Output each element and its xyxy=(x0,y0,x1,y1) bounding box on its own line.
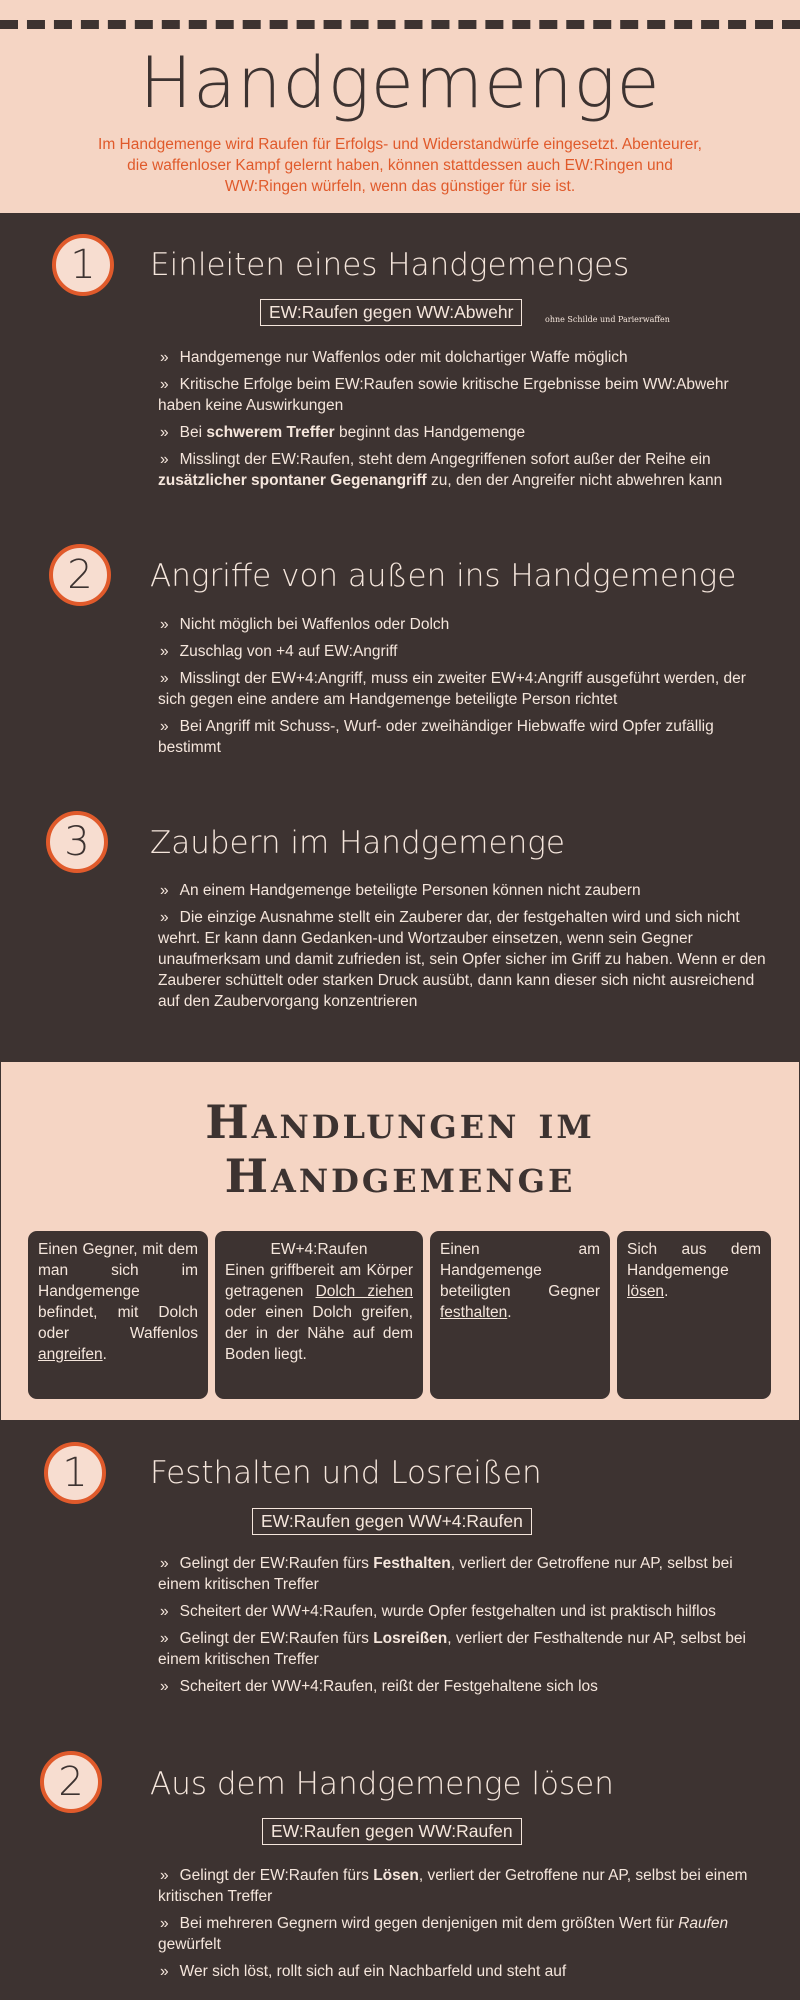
list-item: » Bei schwerem Treffer beginnt das Handgemenge xyxy=(158,422,773,443)
section-title: Festhalten und Losreißen xyxy=(150,1455,542,1491)
section-number-badge: 2 xyxy=(49,544,111,606)
card-title: EW+4:Raufen xyxy=(270,1241,368,1258)
section-title: Einleiten eines Handgemenges xyxy=(150,247,630,283)
list-item: » Gelingt der EW:Raufen fürs Lösen, verliert der Getroffene nur AP, selbst bei einem kritischen Treffer xyxy=(158,1865,773,1907)
section-number-badge: 1 xyxy=(44,1442,106,1504)
list-item: » Bei mehreren Gegnern wird gegen denjenigen mit dem größten Wert für Raufen gewürfelt xyxy=(158,1913,773,1955)
roll-formula: EW:Raufen gegen WW:Abwehr xyxy=(260,299,522,326)
section-title: Zaubern im Handgemenge xyxy=(150,825,565,861)
actions-title: Handlungen im Handgemenge xyxy=(205,1095,595,1203)
list-item: » Kritische Erfolge beim EW:Raufen sowie kritische Ergebnisse beim WW:Abwehr haben keine Auswirkungen xyxy=(158,374,773,416)
bullet-list xyxy=(158,614,773,764)
list-item: » Misslingt der EW:Raufen, steht dem Angegriffenen sofort außer der Reihe ein zusätzlicher spontaner Gegenangriff zu, den der Angreifer nicht abwehren kann xyxy=(158,449,773,491)
list-item: » Gelingt der EW:Raufen fürs Festhalten, verliert der Getroffene nur AP, selbst bei einem kritischen Treffer xyxy=(158,1553,773,1595)
list-item: » Misslingt der EW+4:Angriff, muss ein zweiter EW+4:Angriff ausgeführt werden, der sich gegen eine andere am Handgemenge beteiligte Person richtet xyxy=(158,668,773,710)
dashed-divider xyxy=(0,20,800,32)
intro-text: Im Handgemenge wird Raufen für Erfolgs- und Widerstandwürfe eingesetzt. Abenteurer, die waffenloser Kampf gelernt haben, können stattdessen auch EW:Ringen und WW:Ringen würfeln, wenn das günstiger für sie ist. xyxy=(98,136,702,195)
list-item: » Gelingt der EW:Raufen fürs Losreißen, verliert der Festhaltende nur AP, selbst bei einem kritischen Treffer xyxy=(158,1628,773,1670)
list-item: » Handgemenge nur Waffenlos oder mit dolchartiger Waffe möglich xyxy=(158,347,773,368)
action-card: Einen Gegner, mit dem man sich im Handgemenge befindet, mit Dolch oder Waffenlos angreifen. xyxy=(28,1231,208,1399)
roll-formula: EW:Raufen gegen WW:Raufen xyxy=(262,1818,522,1845)
list-item: » Bei Angriff mit Schuss-, Wurf- oder zweihändiger Hiebwaffe wird Opfer zufällig bestimmt xyxy=(158,716,773,758)
list-item: » Nicht möglich bei Waffenlos oder Dolch xyxy=(158,614,773,635)
action-link: lösen xyxy=(627,1283,665,1300)
list-item: » Wer sich löst, rollt sich auf ein Nachbarfeld und steht auf xyxy=(158,1961,773,1982)
list-item: » Zuschlag von +4 auf EW:Angriff xyxy=(158,641,773,662)
action-card: EW+4:Raufen Einen griffbereit am Körper getragenen Dolch ziehen oder einen Dolch greifen, der in der Nähe auf dem Boden liegt. xyxy=(215,1231,423,1399)
list-item: » An einem Handgemenge beteiligte Personen können nicht zaubern xyxy=(158,880,773,901)
action-link: angreifen xyxy=(38,1346,103,1363)
action-card: Einen am Handgemenge beteiligten Gegner festhalten. xyxy=(430,1231,610,1399)
action-link: Dolch ziehen xyxy=(315,1283,413,1300)
formula-note: ohne Schilde und Parierwaffen xyxy=(545,315,670,324)
section-title: Angriffe von außen ins Handgemenge xyxy=(150,558,737,594)
bullet-list xyxy=(158,880,773,1018)
bullet-list xyxy=(158,1553,773,1703)
section-number-badge: 1 xyxy=(52,234,114,296)
roll-formula: EW:Raufen gegen WW+4:Raufen xyxy=(252,1508,532,1535)
list-item: » Scheitert der WW+4:Raufen, reißt der Festgehaltene sich los xyxy=(158,1676,773,1697)
bullet-list xyxy=(158,347,773,497)
action-card: Sich aus dem Handgemenge lösen. xyxy=(617,1231,771,1399)
section-number-badge: 3 xyxy=(46,811,108,873)
section-number-badge: 2 xyxy=(40,1751,102,1813)
list-item: » Scheitert der WW+4:Raufen, wurde Opfer festgehalten und ist praktisch hilflos xyxy=(158,1601,773,1622)
action-link: festhalten xyxy=(440,1304,508,1321)
list-item: » Die einzige Ausnahme stellt ein Zauberer dar, der festgehalten wird und sich nicht wehrt. Er kann dann Gedanken-und Wortzauber einsetzen, wenn sein Gegner unaufmerksam und damit zufrieden ist, sein Opfer sicher im Griff zu haben. Wenn er den Zauberer schüttelt oder starken Druck ausübt, dann kann dieser sich nicht ausreichend auf den Zaubervorgang konzentrieren xyxy=(158,907,773,1012)
page-title: Handgemenge xyxy=(139,42,661,124)
bullet-list xyxy=(158,1865,773,1988)
section-title: Aus dem Handgemenge lösen xyxy=(150,1766,614,1802)
